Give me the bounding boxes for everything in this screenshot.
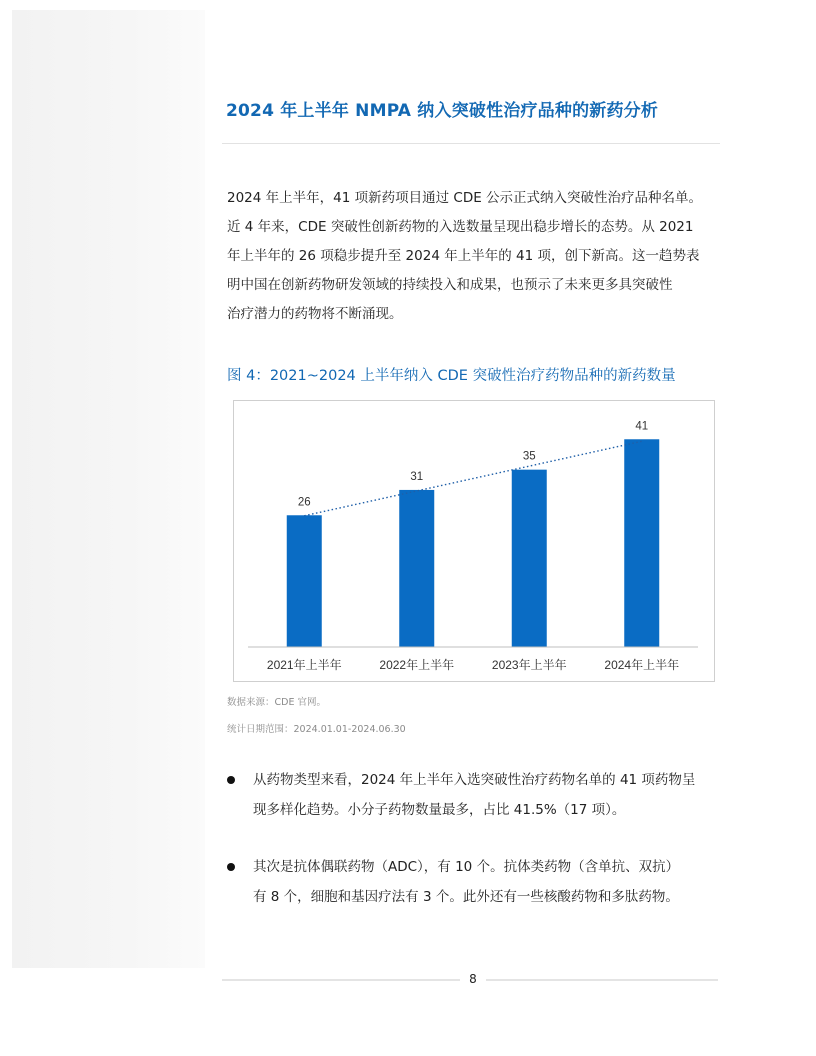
bar-value-label: 41 (635, 420, 649, 433)
bullet-line: 从药物类型来看，2024 年上半年入选突破性治疗药物名单的 41 项药物呈 (253, 772, 696, 788)
chart-svg (234, 401, 714, 681)
bar-value-label: 31 (410, 470, 424, 483)
category-label: 2023年上半年 (491, 658, 567, 672)
category-label: 2022年上半年 (379, 658, 455, 672)
section-heading: 2024 年上半年 NMPA 纳入突破性治疗品种的新药分析 (226, 101, 659, 121)
trend-line (304, 441, 642, 515)
bullet-line: 现多样化趋势。小分子药物数量最多，占比 41.5%（17 项）。 (253, 802, 626, 818)
paragraph-line: 近 4 年来，CDE 突破性创新药物的入选数量呈现出稳步增长的态势。从 2021 (227, 219, 694, 235)
data-source: 数据来源：CDE 官网。 (227, 697, 326, 708)
body-paragraph (227, 184, 719, 329)
bar-chart (233, 400, 715, 682)
chart-bar (624, 439, 659, 647)
paragraph-line: 2024 年上半年，41 项新药项目通过 CDE 公示正式纳入突破性治疗品种名单。 (227, 190, 703, 206)
chart-bar (399, 490, 434, 647)
bar-value-label: 35 (522, 450, 536, 463)
footer-rule-left (222, 979, 460, 981)
bullet-text (253, 765, 719, 825)
bullet-line: 其次是抗体偶联药物（ADC），有 10 个。抗体类药物（含单抗、双抗） (253, 859, 680, 875)
chart-bar (287, 515, 322, 647)
side-panel (12, 10, 205, 968)
chart-bar (512, 470, 547, 647)
paragraph-line: 明中国在创新药物研发领域的持续投入和成果，也预示了未来更多具突破性 (227, 277, 673, 293)
category-label: 2024年上半年 (604, 658, 680, 672)
bar-value-label: 26 (297, 496, 311, 509)
paragraph-line: 年上半年的 26 项稳步提升至 2024 年上半年的 41 项，创下新高。这一趋势表 (227, 248, 700, 264)
bullet-dot-icon (227, 776, 235, 784)
bullet-dot-icon (227, 863, 235, 871)
category-label: 2021年上半年 (266, 658, 342, 672)
footer-rule-right (486, 979, 718, 981)
figure-caption: 图 4：2021~2024 上半年纳入 CDE 突破性治疗药物品种的新药数量 (227, 368, 676, 384)
bullet-item (227, 852, 719, 912)
page-number: 8 (469, 972, 477, 986)
paragraph-line: 治疗潜力的药物将不断涌现。 (227, 306, 403, 322)
date-range: 统计日期范围：2024.01.01-2024.06.30 (227, 724, 406, 735)
heading-divider (222, 143, 720, 144)
bullet-item (227, 765, 719, 825)
bullet-line: 有 8 个，细胞和基因疗法有 3 个。此外还有一些核酸药物和多肽药物。 (253, 889, 679, 905)
bullet-text (253, 852, 719, 912)
